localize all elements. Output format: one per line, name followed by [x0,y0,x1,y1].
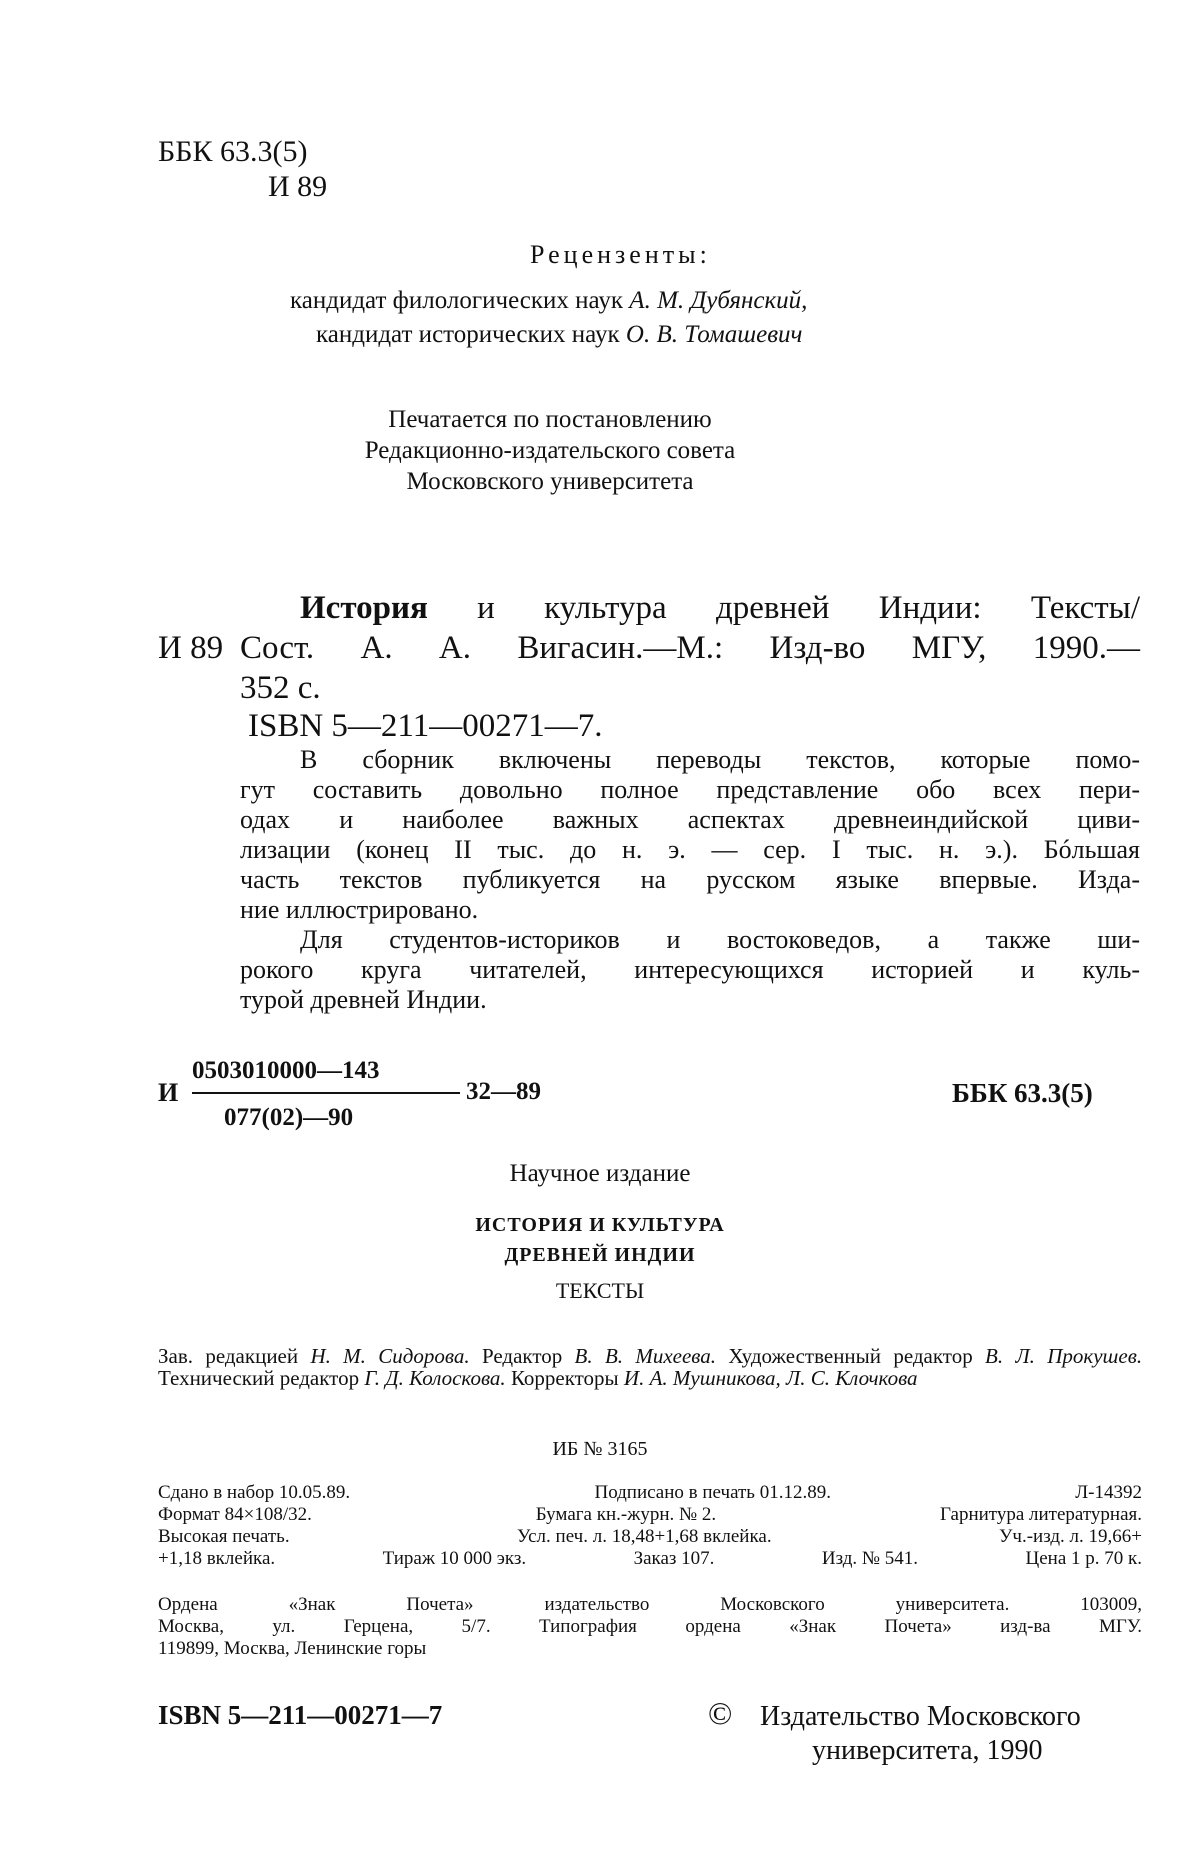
copyright-line: Издательство Московского [760,1701,1081,1732]
book-subtitle: ТЕКСТЫ [555,1278,645,1303]
tech-item: Формат 84×108/32. [158,1504,312,1525]
book-title [300,1210,900,1270]
staff-role: Корректоры [510,1366,619,1390]
reviewers-block [290,284,1010,352]
annotation-line: лизации (конец II тыс. до н. э. — сер. I тыс. н. э.). Бóльшая [240,835,1140,864]
staff-role: Технический редактор [158,1366,360,1390]
audience-line: Для студентов-историков и востоковедов, а также ши- [300,925,1140,954]
catalog-isbn: ISBN 5—211—00271—7. [248,708,603,744]
footer-isbn: ISBN 5—211—00271—7 [158,1700,443,1730]
staff-name: В. В. Михеева. [574,1344,717,1368]
tech-item: Усл. печ. л. 18,48+1,68 вклейка. [516,1526,772,1547]
tech-item: Изд. № 541. [821,1548,919,1569]
staff-name: Н. М. Сидорова. [310,1344,470,1368]
catalog-annotation [240,745,1140,925]
approval-line: Редакционно-издательского совета [364,437,736,464]
reviewers-heading: Рецензенты: [530,240,711,269]
reviewer-degree: кандидат филологических наук [290,287,624,314]
index-letter: И [158,1078,179,1107]
copyright-icon: © [708,1695,733,1731]
reviewer-line [290,284,1010,318]
staff-name: И. А. Мушникова, Л. С. Клочкова [623,1366,918,1390]
approval-line: Печатается по постановлению [388,406,712,433]
tech-item: Гарнитура литературная. [940,1504,1142,1525]
catalog-title-bold: История [300,590,428,626]
reviewer-name: А. М. Дубянский, [629,287,808,314]
tech-item: +1,18 вклейка. [158,1548,276,1569]
tech-item: Цена 1 р. 70 к. [1025,1548,1142,1569]
audience-line: турой древней Индии. [240,985,487,1014]
tech-item: Тираж 10 000 экз. [382,1548,527,1569]
staff-name: В. Л. Прокушев. [985,1344,1143,1368]
reviewer-degree: кандидат исторических наук [316,321,620,348]
staff-role: Зав. редакцией [158,1344,299,1368]
reviewer-line [290,318,1010,352]
staff-block [158,1345,1142,1389]
tech-info-line [158,1504,1142,1526]
tech-item: Бумага кн.-журн. № 2. [535,1504,717,1525]
approval-line: Московского университета [406,468,694,495]
index-denominator: 077(02)—90 [224,1104,354,1131]
index-suffix: 32—89 [466,1078,541,1105]
tech-item: Высокая печать. [158,1526,290,1547]
catalog-title-rest: и культура древней Индии: Тексты/ [477,590,1141,626]
publisher-line: 119899, Москва, Ленинские горы [158,1638,427,1659]
tech-info-line [158,1548,1142,1570]
author-mark-top: И 89 [268,170,328,203]
ib-number: ИБ № 3165 [552,1438,648,1460]
copyright-line: университета, 1990 [812,1735,1043,1766]
tech-item: Подписано в печать 01.12.89. [594,1482,831,1503]
annotation-line: В сборник включены переводы текстов, которые помо- [300,745,1140,774]
bbk-code-top: ББК 63.3(5) [158,135,308,168]
tech-item: Л-14392 [1075,1482,1142,1503]
reviewer-name: О. В. Томашевич [625,321,803,348]
tech-item: Сдано в набор 10.05.89. [158,1482,351,1503]
catalog-mark: И 89 [158,630,224,666]
approval-block [350,404,750,497]
index-bbk: ББК 63.3(5) [952,1078,1093,1108]
catalog-line-2: Сост. А. А. Вигасин.—М.: Изд-во МГУ, 1990.— [240,630,1140,666]
tech-info-line [158,1482,1142,1504]
annotation-line: одах и наиболее важных аспектах древнеиндийской циви- [240,805,1140,834]
publisher-line: Ордена «Знак Почета» издательство Московского университета. 103009, [158,1594,1142,1615]
index-numerator: 0503010000—143 [192,1057,380,1084]
tech-item: Уч.-изд. л. 19,66+ [998,1526,1142,1547]
staff-role: Редактор [481,1344,563,1368]
edition-type: Научное издание [509,1160,691,1187]
publisher-line: Москва, ул. Герцена, 5/7. Типография ордена «Знак Почета» изд-ва МГУ. [158,1616,1142,1637]
annotation-line: ние иллюстрировано. [240,895,479,924]
book-title-line: ИСТОРИЯ И КУЛЬТУРА [475,1214,725,1236]
publisher-info [158,1594,1142,1660]
catalog-audience [240,925,1140,1015]
staff-role: Художественный редактор [728,1344,973,1368]
index-fraction-line [192,1092,460,1094]
staff-name: Г. Д. Колоскова. [364,1366,506,1390]
tech-item: Заказ 107. [633,1548,715,1569]
annotation-line: часть текстов публикуется на русском языке впервые. Изда- [240,865,1140,894]
book-title-line: ДРЕВНЕЙ ИНДИИ [504,1244,696,1266]
annotation-line: гут составить довольно полное представление обо всех пери- [240,775,1140,804]
catalog-line-3: 352 с. [240,670,321,706]
tech-info-line [158,1526,1142,1548]
audience-line: рокого круга читателей, интересующихся историей и куль- [240,955,1140,984]
tech-info [158,1482,1142,1570]
catalog-title-line [300,588,1140,628]
